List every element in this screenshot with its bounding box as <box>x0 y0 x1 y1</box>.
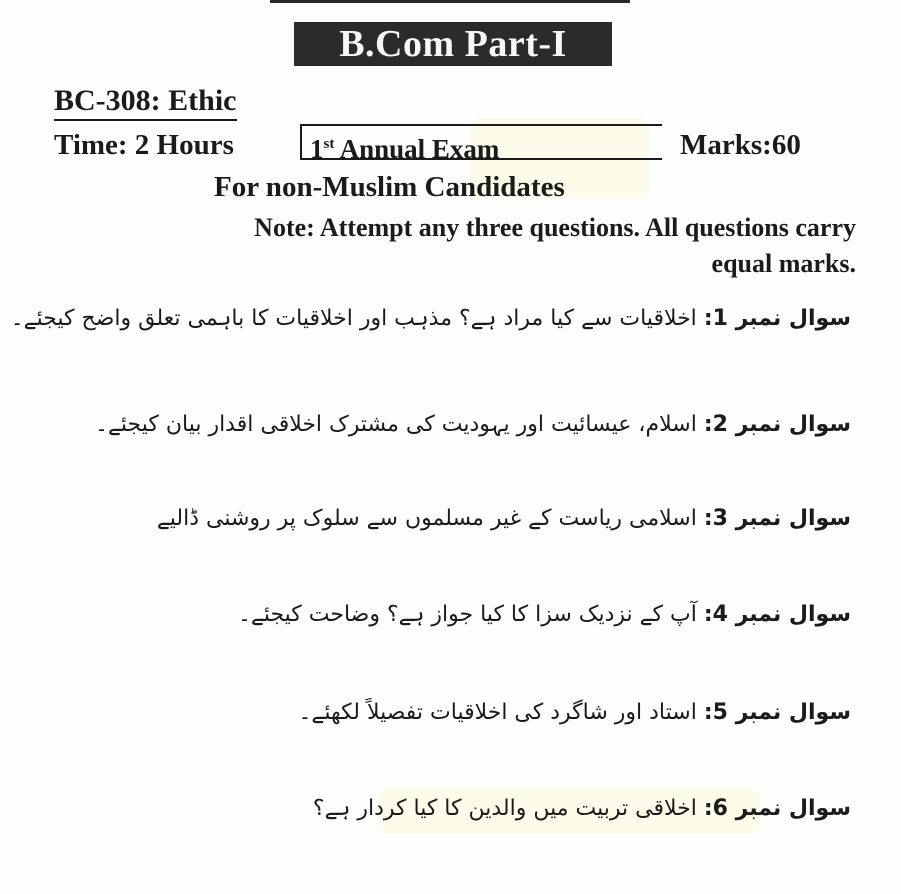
question-text: اسلام، عیسائیت اور یہودیت کی مشترک اخلاقی اقدار بیان کیجئے۔ <box>95 412 697 437</box>
subject-code: BC-308: Ethic <box>54 84 237 121</box>
question-text: اخلاقی تربیت میں والدین کا کیا کردار ہے؟ <box>312 796 697 821</box>
question-6 <box>313 792 851 826</box>
question-text: اخلاقیات سے کیا مراد ہے؟ مذہب اور اخلاقیات کا باہمی تعلق واضح کیجئے۔ <box>10 306 697 331</box>
note-line-2: equal marks. <box>711 249 856 278</box>
annual-exam-box <box>300 124 662 160</box>
top-rule <box>270 0 630 3</box>
note-line-1: Note: Attempt any three questions. All questions carry <box>254 213 856 242</box>
question-label: سوال نمبر 3: <box>703 506 851 531</box>
question-4 <box>238 598 851 632</box>
question-label: سوال نمبر 1: <box>703 306 851 331</box>
total-marks: Marks:60 <box>680 129 801 161</box>
question-text: استاد اور شاگرد کی اخلاقیات تفصیلاً لکھئے۔ <box>298 700 697 725</box>
annual-ordinal: 1 <box>310 134 324 160</box>
question-3 <box>157 502 851 536</box>
question-label: سوال نمبر 6: <box>703 796 851 821</box>
instructions-note <box>40 210 856 282</box>
question-label: سوال نمبر 5: <box>703 700 851 725</box>
question-text: آپ کے نزدیک سزا کا کیا جواز ہے؟ وضاحت کیجئے۔ <box>238 602 697 627</box>
candidates-line: For non-Muslim Candidates <box>214 171 565 203</box>
question-text: اسلامی ریاست کے غیر مسلموں سے سلوک پر روشنی ڈالیے <box>156 506 697 531</box>
question-2 <box>95 408 851 442</box>
question-label: سوال نمبر 2: <box>703 412 851 437</box>
question-label: سوال نمبر 4: <box>703 602 851 627</box>
question-1 <box>11 302 851 336</box>
annual-suffix: st <box>323 136 335 152</box>
page-title: B.Com Part-I <box>294 22 612 66</box>
annual-text: Annual Exam <box>339 134 500 160</box>
exam-time: Time: 2 Hours <box>54 129 234 161</box>
question-5 <box>299 696 851 730</box>
